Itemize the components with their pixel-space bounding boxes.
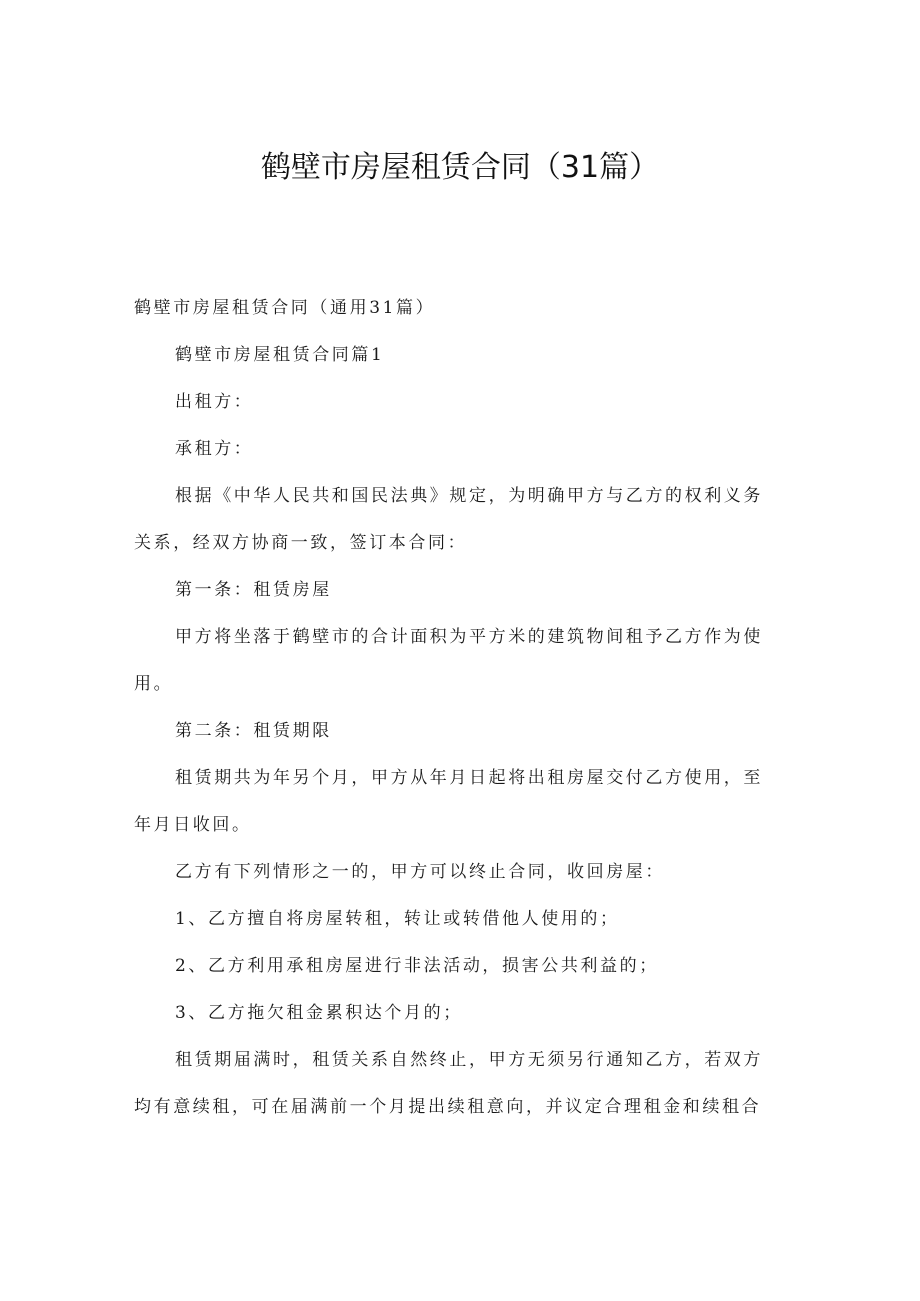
termination-item: 1、乙方擅自将房屋转租，转让或转借他人使用的； [175, 909, 620, 929]
expiry-paragraph-line: 均有意续租，可在届满前一个月提出续租意向，并议定合理租金和续租合 [134, 1097, 762, 1117]
document-title: 鹤壁市房屋租赁合同（31篇） [260, 150, 660, 185]
lessee-label: 承租方： [175, 439, 254, 459]
article-1-heading: 第一条：租赁房屋 [175, 580, 332, 600]
document-subtitle: 鹤壁市房屋租赁合同（通用31篇） [134, 298, 436, 318]
article-1-paragraph-line: 用。 [134, 674, 174, 694]
section-heading: 鹤壁市房屋租赁合同篇1 [175, 345, 385, 365]
expiry-paragraph-line: 租赁期届满时，租赁关系自然终止，甲方无须另行通知乙方，若双方 [175, 1050, 763, 1070]
document-body [134, 285, 784, 1131]
article-2-paragraph-line: 租赁期共为年另个月，甲方从年月日起将出租房屋交付乙方使用，至 [175, 768, 763, 788]
termination-item: 3、乙方拖欠租金累积达个月的； [175, 1003, 463, 1023]
intro-paragraph-line: 根据《中华人民共和国民法典》规定，为明确甲方与乙方的权利义务 [175, 486, 763, 506]
intro-paragraph-line: 关系，经双方协商一致，签订本合同： [134, 533, 468, 553]
article-2-heading: 第二条：租赁期限 [175, 721, 332, 741]
termination-intro: 乙方有下列情形之一的，甲方可以终止合同，收回房屋： [175, 862, 665, 882]
article-1-paragraph-line: 甲方将坐落于鹤壁市的合计面积为平方米的建筑物间租予乙方作为使 [175, 627, 763, 647]
lessor-label: 出租方： [175, 392, 254, 412]
article-2-paragraph-line: 年月日收回。 [134, 815, 252, 835]
termination-item: 2、乙方利用承租房屋进行非法活动，损害公共利益的； [175, 956, 659, 976]
